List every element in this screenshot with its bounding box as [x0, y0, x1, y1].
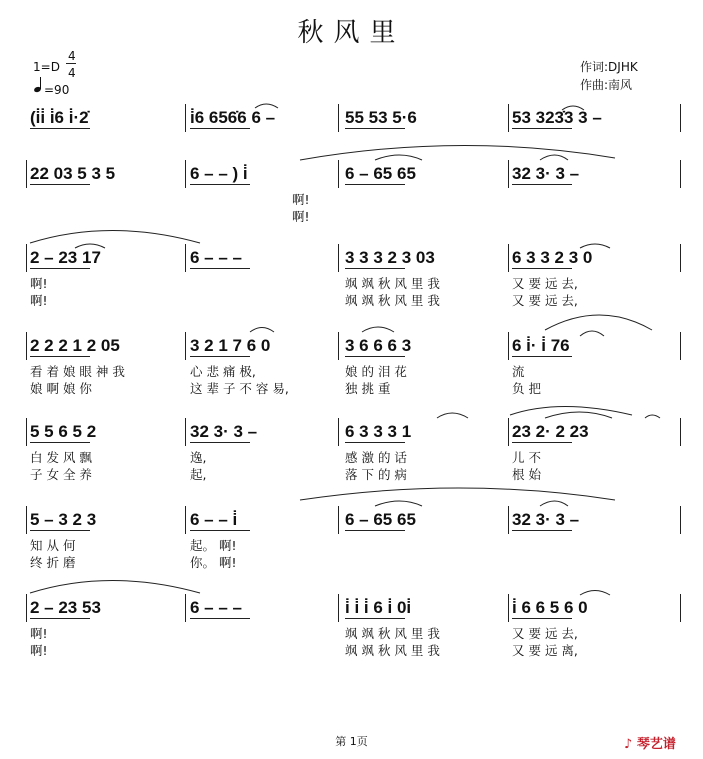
lyric-verse-2: 娘 啊 娘 你	[30, 381, 92, 396]
beam-underline	[190, 356, 250, 357]
measure: 6 i̇· i̇ 76	[512, 336, 570, 355]
lyric-verse-1: 儿 不	[512, 450, 541, 465]
beam-underline	[30, 268, 90, 269]
lyric-verse-2: 独 挑 重	[345, 381, 391, 396]
song-title: 秋风里	[297, 18, 406, 48]
measure: 2 – 23 17	[30, 248, 101, 267]
measure: 32 3· 3 –	[512, 510, 580, 529]
bar-line	[680, 594, 681, 622]
lyric-verse-1: 娘 的 泪 花	[345, 364, 407, 379]
bar-line	[508, 104, 509, 132]
bar-line	[185, 594, 186, 622]
beam-underline	[30, 442, 90, 443]
lyric-verse-2: 啊!	[292, 209, 310, 224]
bar-line	[680, 104, 681, 132]
measure: 6 – – –	[190, 598, 242, 617]
bar-line	[338, 594, 339, 622]
lyric-verse-2: 啊!	[30, 643, 48, 658]
bar-line	[680, 160, 681, 188]
lyric-verse-1: 逸,	[190, 450, 207, 465]
bar-line	[185, 104, 186, 132]
beam-underline	[512, 128, 572, 129]
lyric-verse-2: 根 始	[512, 467, 541, 482]
bar-line	[338, 104, 339, 132]
time-signature-top: 4	[68, 49, 76, 63]
measure: (i̇i̇ i̇6 i̇·2̇	[30, 108, 89, 127]
beam-underline	[190, 128, 250, 129]
logo-mark-icon: ♪	[624, 737, 633, 752]
beam-underline	[345, 128, 405, 129]
time-signature-bottom: 4	[68, 66, 76, 80]
lyric-verse-2: 你。 啊!	[190, 555, 237, 570]
measure: i̇ 6 6 5 6 0	[512, 598, 588, 617]
bar-line	[680, 506, 681, 534]
beam-underline	[512, 442, 572, 443]
lyric-verse-1: 啊!	[30, 276, 48, 291]
lyric-verse-1: 感 激 的 话	[345, 450, 407, 465]
bar-line	[26, 506, 27, 534]
lyric-verse-2: 落 下 的 病	[345, 467, 407, 482]
lyric-verse-1: 知 从 何	[30, 538, 76, 553]
measure: 53 323̇3 3 –	[512, 108, 602, 127]
measure: 2 2 2 1 2 05	[30, 336, 120, 355]
bar-line	[26, 418, 27, 446]
measure: 6 – 65 65	[345, 510, 416, 529]
measure: 5 5 6 5 2	[30, 422, 97, 441]
bar-line	[680, 332, 681, 360]
lyric-verse-2: 啊!	[30, 293, 48, 308]
beam-underline	[512, 618, 572, 619]
lyric-verse-1: 白 发 风 飘	[30, 450, 92, 465]
bar-line	[26, 594, 27, 622]
beam-underline	[30, 184, 90, 185]
key-signature: 1=D	[33, 60, 60, 74]
bar-line	[185, 332, 186, 360]
beam-underline	[345, 442, 405, 443]
measure: 6 3 3 3 1	[345, 422, 412, 441]
lyric-verse-2: 起,	[190, 467, 207, 482]
lyric-verse-1: 流	[512, 364, 525, 379]
lyric-verse-1: 飒 飒 秋 风 里 我	[345, 626, 440, 641]
bar-line	[338, 332, 339, 360]
bar-line	[26, 244, 27, 272]
lyric-verse-1: 心 悲 痛 极,	[190, 364, 256, 379]
beam-underline	[30, 356, 90, 357]
measure: 23 2· 2 23	[512, 422, 589, 441]
beam-underline	[30, 618, 90, 619]
bar-line	[680, 244, 681, 272]
bar-line	[338, 244, 339, 272]
composer-credit: 作曲:南风	[580, 78, 633, 92]
bar-line	[338, 418, 339, 446]
measure: 6 – 65 65	[345, 164, 416, 183]
quarter-note-stem	[40, 77, 41, 89]
bar-line	[508, 332, 509, 360]
lyric-verse-2: 飒 飒 秋 风 里 我	[345, 293, 440, 308]
measure: 6 – – –	[190, 248, 242, 267]
lyric-verse-1: 看 着 娘 眼 神 我	[30, 364, 125, 379]
measure: i̇ i̇ i̇ 6 i̇ 0i̇	[345, 598, 412, 617]
beam-underline	[512, 268, 572, 269]
measure: 2 – 23 53	[30, 598, 101, 617]
beam-underline	[345, 184, 405, 185]
measure: 32 3· 3 –	[512, 164, 580, 183]
bar-line	[185, 244, 186, 272]
bar-line	[26, 160, 27, 188]
measure: 22 03 5 3 5	[30, 164, 116, 183]
measure: 55 53 5·6	[345, 108, 417, 127]
tempo-marking: =90	[44, 83, 70, 97]
lyric-verse-2: 终 折 磨	[30, 555, 76, 570]
bar-line	[680, 418, 681, 446]
bar-line	[508, 594, 509, 622]
measure: 32 3· 3 –	[190, 422, 258, 441]
bar-line	[185, 418, 186, 446]
lyricist-credit: 作词:DJHK	[580, 60, 638, 74]
beam-underline	[345, 618, 405, 619]
beam-underline	[345, 356, 405, 357]
beam-underline	[512, 184, 572, 185]
bar-line	[338, 160, 339, 188]
measure: i̇6 656̇6 6 –	[190, 108, 276, 127]
beam-underline	[345, 530, 405, 531]
lyric-verse-1: 啊!	[292, 192, 310, 207]
bar-line	[508, 418, 509, 446]
lyric-verse-2: 子 女 全 养	[30, 467, 92, 482]
lyric-verse-1: 又 要 远 去,	[512, 626, 578, 641]
lyric-verse-2: 这 辈 子 不 容 易,	[190, 381, 289, 396]
beam-underline	[190, 184, 250, 185]
lyric-verse-1: 起。 啊!	[190, 538, 237, 553]
beam-underline	[190, 618, 250, 619]
measure: 6 3 3 2 3 0	[512, 248, 593, 267]
measure: 3 3 3 2 3 03	[345, 248, 435, 267]
beam-underline	[30, 530, 90, 531]
lyric-verse-2: 飒 飒 秋 风 里 我	[345, 643, 440, 658]
measure: 5 – 3 2 3	[30, 510, 97, 529]
measure: 3 6 6 6 3	[345, 336, 412, 355]
lyric-verse-2: 负 把	[512, 381, 541, 396]
lyric-verse-2: 又 要 远 去,	[512, 293, 578, 308]
measure: 6 – – ) i̇	[190, 164, 248, 183]
beam-underline	[512, 356, 572, 357]
bar-line	[185, 506, 186, 534]
beam-underline	[30, 128, 90, 129]
bar-line	[508, 160, 509, 188]
beam-underline	[190, 442, 250, 443]
bar-line	[185, 160, 186, 188]
bar-line	[338, 506, 339, 534]
page-number: 第 1页	[335, 735, 368, 748]
bar-line	[26, 332, 27, 360]
lyric-verse-2: 又 要 远 离,	[512, 643, 578, 658]
lyric-verse-1: 飒 飒 秋 风 里 我	[345, 276, 440, 291]
beam-underline	[512, 530, 572, 531]
lyric-verse-1: 啊!	[30, 626, 48, 641]
measure: 3 2 1 7 6 0	[190, 336, 271, 355]
measure: 6 – – i̇	[190, 510, 238, 529]
time-signature-divider	[66, 63, 76, 64]
beam-underline	[345, 268, 405, 269]
bar-line	[508, 506, 509, 534]
bar-line	[508, 244, 509, 272]
beam-underline	[190, 268, 250, 269]
site-logo	[624, 733, 676, 752]
logo-text: 琴艺谱	[636, 737, 676, 752]
beam-underline	[190, 530, 250, 531]
lyric-verse-1: 又 要 远 去,	[512, 276, 578, 291]
